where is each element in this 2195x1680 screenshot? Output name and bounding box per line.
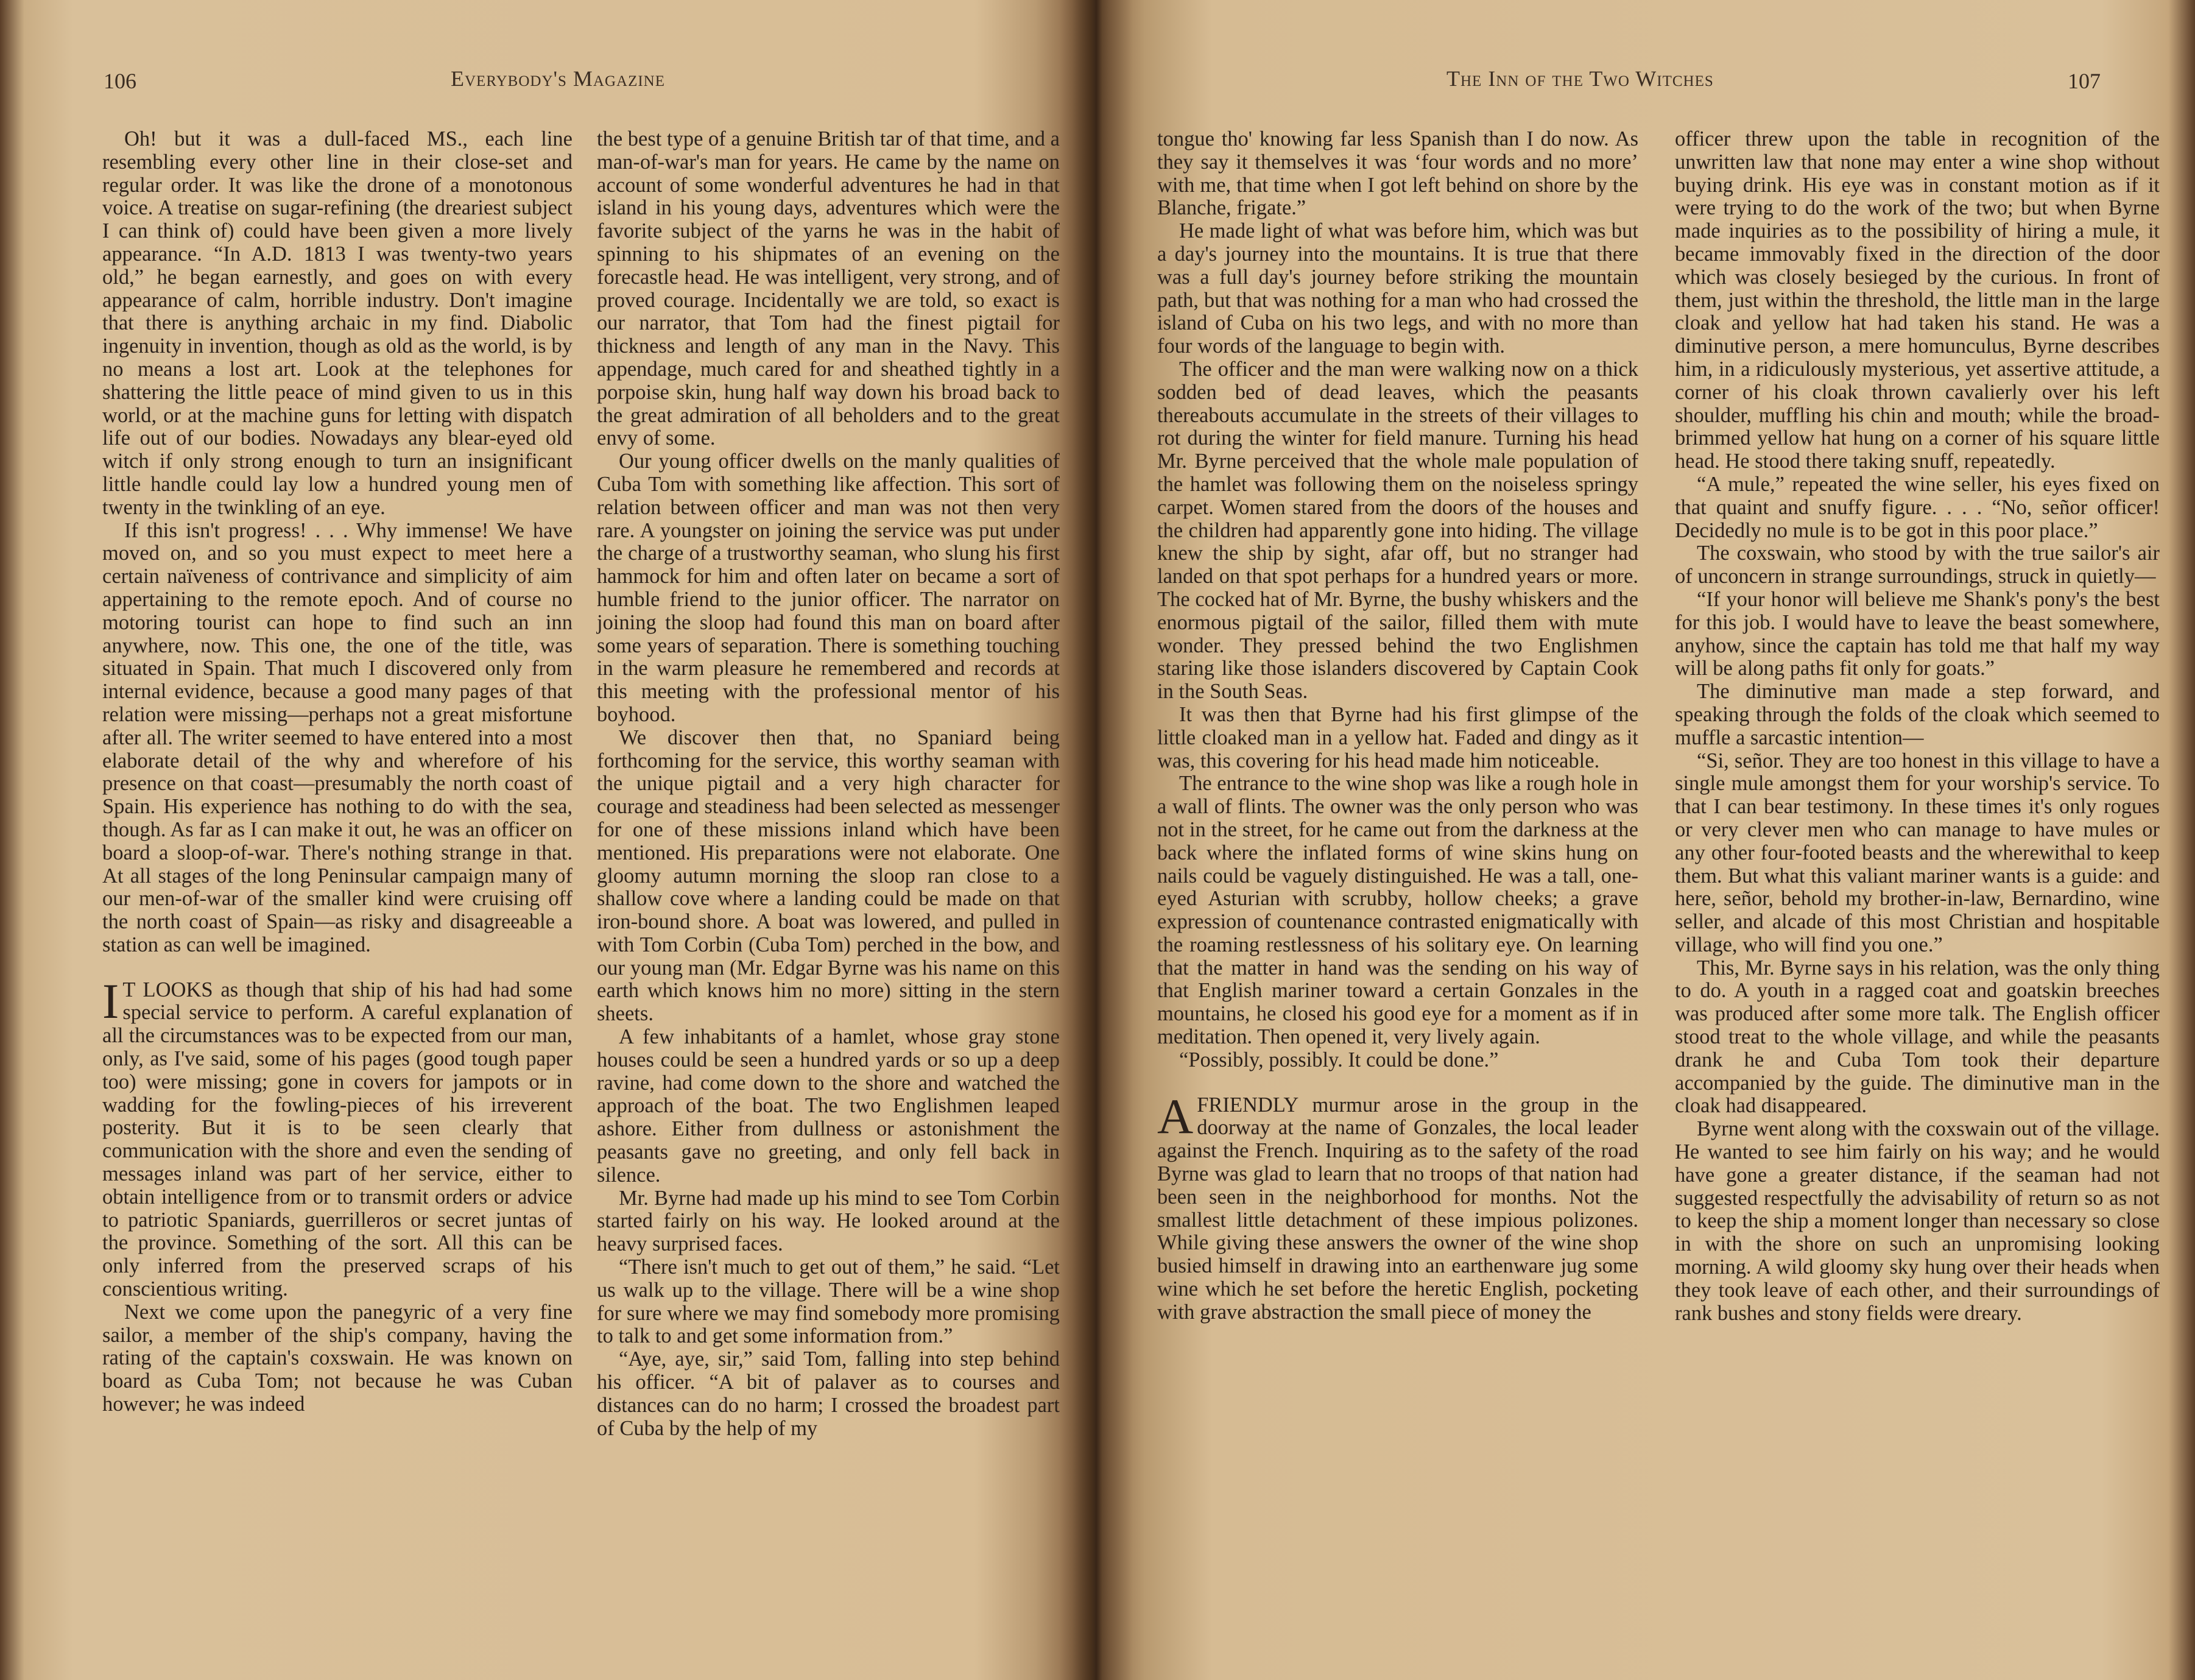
text-column xyxy=(597,128,1060,1440)
lead-in: T LOOKS xyxy=(122,978,213,1001)
text-column xyxy=(1157,128,1638,1324)
paragraph: Mr. Byrne had made up his mind to see Tom Corbin started fairly on his way. He looked around at the heavy surprised faces. xyxy=(597,1186,1060,1256)
paragraph: the best type of a genuine British tar of that time, and a man-of-war's man for years. He came by the name on account of some wonderful adventures he had in that island in his young days, adventures which were the favorite subject of the yarns he was in the habit of spinning to his shipmates of an evening on the forecastle head. He was intelligent, very strong, and of proved courage. Incidentally we are told, so exact is our narrator, that Tom had the finest pigtail for thickness and length of any man in the Navy. This appendage, much cared for and sheathed tightly in a porpoise skin, hung half way down his broad back to the great admiration of all beholders and to the great envy of some. xyxy=(597,127,1060,450)
paragraph: Our young officer dwells on the manly qualities of Cuba Tom with something like affection. This sort of relation between officer and man was not then very rare. A youngster on joining the service was put under the charge of a trustworthy seaman, who slung his first hammock for him and often later on became a sort of humble friend to the junior officer. The narrator on joining the sloop had found this man on board after some years of separation. There is something touching in the warm pleasure he remembered and records at this meeting with the professional mentor of his boyhood. xyxy=(597,450,1060,726)
paragraph: This, Mr. Byrne says in his relation, was the only thing to do. A youth in a ragged coat and goatskin breeches was produced after some more talk. The English officer stood treat to the whole village, and while the peasants drank he and Cuba Tom took their departure accompanied by the guide. The diminutive man in the cloak had disappeared. xyxy=(1675,956,2160,1118)
paragraph: Next we come upon the panegyric of a very fine sailor, a member of the ship's company, having the rating of the captain's coxswain. He was known on board as Cuba Tom; not because he was Cuban however; he was indeed xyxy=(102,1300,573,1416)
left-page xyxy=(0,0,1090,1680)
section-opening-paragraph xyxy=(1157,1088,1638,1324)
paragraph: A few inhabitants of a hamlet, whose gray stone houses could be seen a hundred yards or so up a deep ravine, had come down to the shore and watched the approach of the boat. The two Englishmen leaped ashore. Either from dullness or astonishment the peasants gave no greeting, and only fell back in silence. xyxy=(597,1025,1060,1187)
paragraph: Byrne went along with the coxswain out of the village. He wanted to see him fairly on his way; and he would have gone a greater distance, if the seaman had not suggested respectfully the advisability of return so as not to keep the ship a moment longer than necessary so close in with the shore on such an unpromising looking morning. A wild gloomy sky hung over their heads when they took leave of each other, and their surroundings of rank bushes and stony fields were dreary. xyxy=(1675,1117,2160,1325)
paragraph: “A mule,” repeated the wine seller, his eyes fixed on that quaint and snuffy figure. . . . “No, señor officer! Decidedly no mule is to be got in this poor place.” xyxy=(1675,472,2160,542)
paragraph: tongue tho' knowing far less Spanish than I do now. As they say it themselves it was ‘four words and no more’ with me, that time when I got left behind on shore by the Blanche, frigate.” xyxy=(1157,127,1638,220)
running-head: Everybody's Magazine xyxy=(451,66,665,91)
paragraph: We discover then that, no Spaniard being forthcoming for the service, this worthy seaman with the unique pigtail and a very high character for courage and steadiness had been selected as messenger for one of these missions inland which have been mentioned. His preparations were not elaborate. One gloomy autumn morning the sloop ran close to a shallow cove where a landing could be made on that iron-bound shore. A boat was lowered, and pulled in with Tom Corbin (Cuba Tom) perched in the bow, and our young man (Mr. Edgar Byrne was his name on this earth which knows him no more) sitting in the stern sheets. xyxy=(597,725,1060,1026)
page-number: 107 xyxy=(2068,69,2101,93)
paragraph: He made light of what was before him, which was but a day's journey into the mountains. It is true that there was a full day's journey before striking the mountain path, but that was nothing for a man who had crossed the island of Cuba on his two legs, and with no more than four words of the language to begin with. xyxy=(1157,219,1638,358)
drop-cap: A xyxy=(1157,1088,1194,1144)
paragraph: The entrance to the wine shop was like a rough hole in a wall of flints. The owner was the only person who was not in the street, for he came out from the darkness at the back where the inflated forms of wine skins hung on nails could be vaguely distinguished. He was a tall, one-eyed Asturian with scrubby, hollow cheeks; a grave expression of countenance contrasted enigmatically with the roaming restlessness of his solitary eye. On learning that the matter in hand was the sending on his way of that English mariner toward a certain Gonzales in the mountains, he closed his good eye for a moment as if in meditation. Then opened it, very lively again. xyxy=(1157,772,1638,1049)
lead-in: FRIENDLY xyxy=(1197,1093,1299,1117)
paragraph: Oh! but it was a dull-faced MS., each line resembling every other line in their close-set and regular order. It was like the drone of a monotonous voice. A treatise on sugar-refining (the dreariest subject I can think of) could have been given a more lively appearance. “In A.D. 1813 I was twenty-two years old,” he began earnestly, and goes on with every appearance of calm, horrible industry. Don't imagine that there is anything archaic in my find. Diabolic ingenuity in invention, though as old as the world, is by no means a lost art. Look at the telephones for shattering the little peace of mind given to us in this world, or at the machine guns for letting with dispatch life out of our bodies. Nowadays any blear-eyed old witch if only strong enough to turn an insignificant little handle could lay low a hundred young men of twenty in the twinkling of an eye. xyxy=(102,127,573,519)
right-page xyxy=(1090,0,2195,1680)
paragraph: The coxswain, who stood by with the true sailor's air of unconcern in strange surroundings, struck in quietly— xyxy=(1675,542,2160,588)
page-number: 106 xyxy=(104,69,136,93)
paragraph: If this isn't progress! . . . Why immense! We have moved on, and so you must expect to meet here a certain naïveness of contrivance and simplicity of aim appertaining to the remote epoch. And of course no motoring tourist can hope to find such an inn anywhere, now. This one, the one of the title, was situated in Spain. That much I discovered only from internal evidence, because a good many pages of that relation were missing—perhaps not a great misfortune after all. The writer seemed to have entered into a most elaborate detail of the why and wherefore of his presence on that coast—presumably the north coast of Spain. His experience has nothing to do with the sea, though. As far as I can make it out, he was an officer on board a sloop-of-war. There's nothing strange in that. At all stages of the long Peninsular campaign many of our men-of-war of the smaller kind were cruising off the north coast of Spain—as risky and disagreeable a station as can well be imagined. xyxy=(102,518,573,956)
running-head: The Inn of the Two Witches xyxy=(1446,66,1714,91)
text-column xyxy=(102,128,573,1416)
paragraph-text: as though that ship of his had had some special service to perform. A careful explanation of all the circumstances was to be expected from our man, only, as I've said, some of his pages (good tough paper too) were missing; gone in covers for jampots or in wadding for the fowling-pieces of his irreverent posterity. But it is to be seen clearly that communication with the shore and even the sending of messages inland was part of her service, either to obtain intelligence from or to transmit orders or advice to patriotic Spaniards, guerrilleros or secret juntas of the province. Something of the sort. All this can be only inferred from the preserved scraps of his conscientious writing. xyxy=(102,978,573,1301)
paragraph: “There isn't much to get out of them,” he said. “Let us walk up to the village. There will be a wine shop for sure where we may find somebody more promising to talk to and get some information from.” xyxy=(597,1255,1060,1348)
paragraph-text: murmur arose in the group in the doorway at the name of Gonzales, the local leader against the French. Inquiring as to the safety of the road Byrne was glad to learn that no troops of that nation had been seen in the neighborhood for months. Not the smallest little detachment of these impious polizones. While giving these answers the owner of the wine shop busied himself in drawing into an earthenware jug some wine which he set before the heretic English, pocketing with grave abstraction the small piece of money the xyxy=(1157,1093,1638,1324)
paragraph: officer threw upon the table in recognition of the unwritten law that none may enter a wine shop without buying drink. His eye was in constant motion as if it were trying to do the work of the two; but when Byrne made inquiries as to the possibility of hiring a mule, it became immovably fixed in the direction of the door which was closely besieged by the curious. In front of them, just within the threshold, the little man in the large cloak and yellow hat had taken his stand. He was a diminutive person, a mere homunculus, Byrne describes him, in a ridiculously mysterious, yet assertive attitude, a corner of his cloak thrown cavalierly over his left shoulder, muffling his chin and mouth; while the broad-brimmed yellow hat hung on a corner of his square little head. He stood there taking snuff, repeatedly. xyxy=(1675,127,2160,473)
paragraph: “Si, señor. They are too honest in this village to have a single mule amongst them for your worship's service. To that I can bear testimony. In these times it's only rogues or very clever men who can manage to have mules or any other four-footed beasts and the wherewithal to keep them. But what this valiant mariner wants is a guide: and here, señor, behold my brother-in-law, Bernardino, wine seller, and alcade of this most Christian and hospitable village, who will find you one.” xyxy=(1675,749,2160,956)
paragraph: “Aye, aye, sir,” said Tom, falling into step behind his officer. “A bit of palaver as to courses and distances can do no harm; I crossed the broadest part of Cuba by the help of my xyxy=(597,1347,1060,1440)
paragraph: It was then that Byrne had his first glimpse of the little cloaked man in a yellow hat. Faded and dingy as it was, this covering for his head made him noticeable. xyxy=(1157,702,1638,772)
drop-cap: I xyxy=(102,973,119,1029)
paragraph: “Possibly, possibly. It could be done.” xyxy=(1179,1048,1499,1071)
paragraph: “If your honor will believe me Shank's pony's the best for this job. I would have to leave the beast somewhere, anyhow, since the captain has told me that half my way will be along paths fit only for goats.” xyxy=(1675,587,2160,680)
paragraph: The diminutive man made a step forward, and speaking through the folds of the cloak which seemed to muffle a sarcastic intention— xyxy=(1675,680,2160,749)
paragraph: The officer and the man were walking now on a thick sodden bed of dead leaves, which the peasants thereabouts accumulate in the streets of their villages to rot during the winter for field manure. Turning his head Mr. Byrne perceived that the whole male population of the hamlet was following them on the noiseless springy carpet. Women stared from the doors of the houses and the children had apparently gone into hiding. The village knew the ship by sight, afar off, but no stranger had landed on that spot perhaps for a hundred years or more. The cocked hat of Mr. Byrne, the bushy whiskers and the enormous pigtail of the sailor, filled them with mute wonder. They pressed behind the two Englishmen staring like those islanders discovered by Captain Cook in the South Seas. xyxy=(1157,357,1638,704)
text-column xyxy=(1675,128,2160,1325)
section-opening-paragraph xyxy=(102,973,573,1301)
